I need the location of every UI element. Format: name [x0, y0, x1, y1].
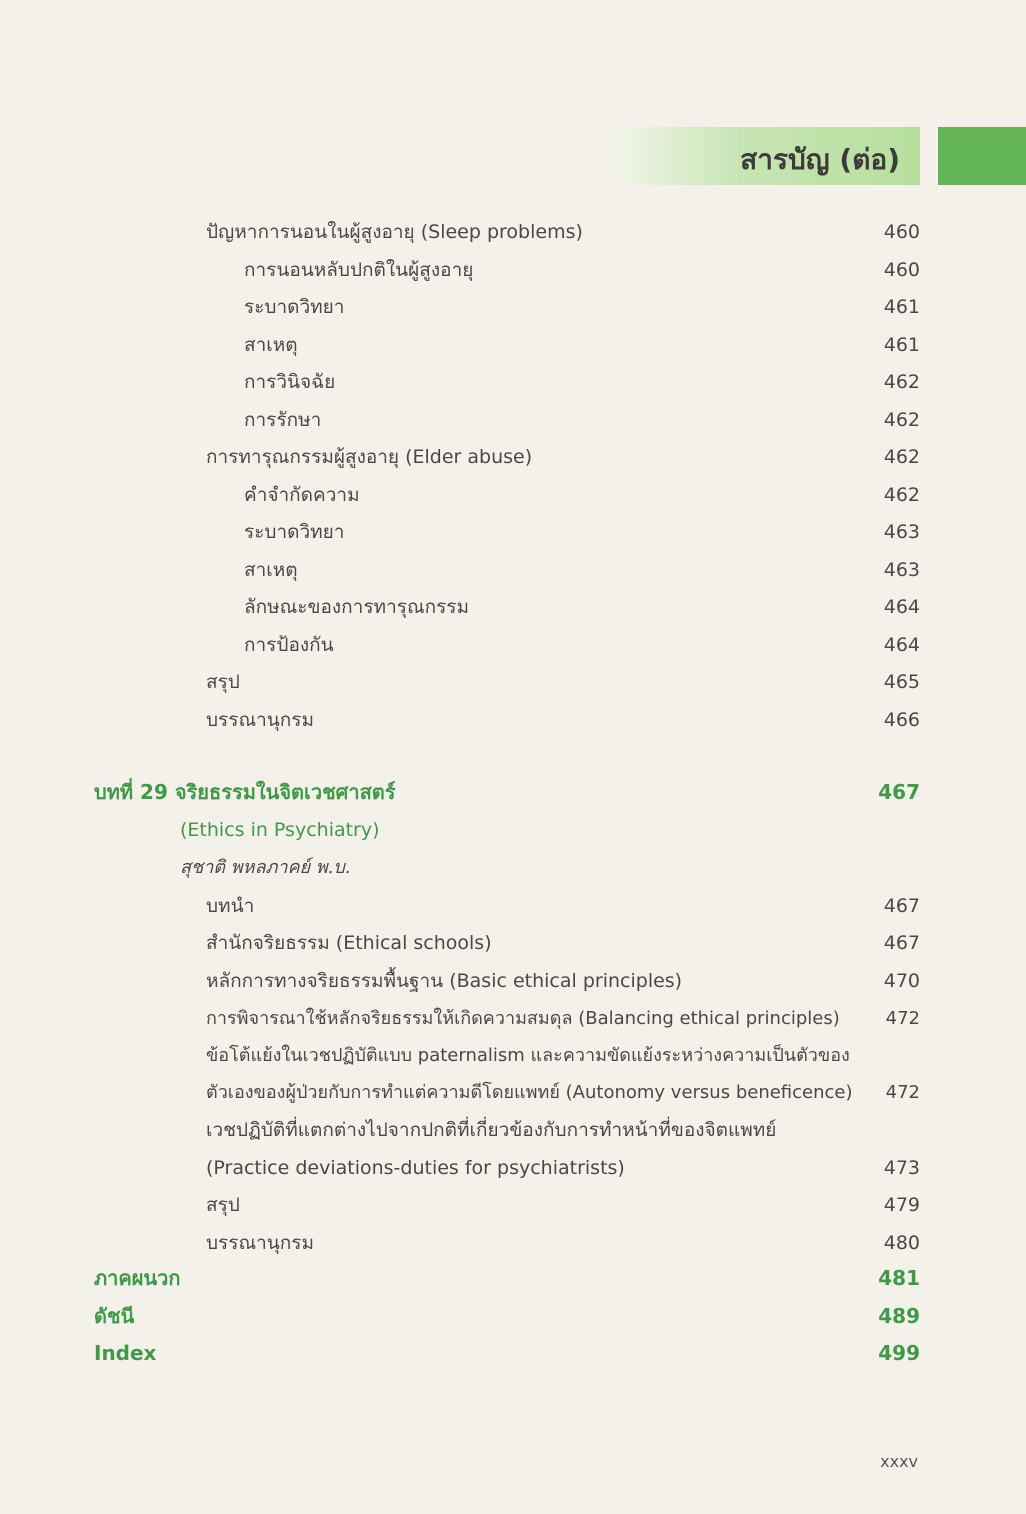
toc-entry[interactable]: ปัญหาการนอนในผู้สูงอายุ (Sleep problems) 460 [206, 221, 920, 243]
toc-entry[interactable]: การทารุณกรรมผู้สูงอายุ (Elder abuse) 462 [206, 446, 920, 468]
section-heading[interactable]: ดัชนี 489 [94, 1304, 920, 1328]
toc-entry[interactable]: ลักษณะของการทารุณกรรม 464 [244, 596, 920, 618]
toc-entry[interactable]: การพิจารณาใช้หลักจริยธรรมให้เกิดความสมดุล (Balancing ethical principles) 472 [206, 1008, 920, 1029]
toc-entry[interactable]: ระบาดวิทยา 463 [244, 521, 920, 543]
chapter-author: สุชาติ พหลภาคย์ พ.บ. [180, 857, 351, 878]
page-title: สารบัญ (ต่อ) [740, 143, 900, 176]
toc-entry[interactable]: ตัวเองของผู้ป่วยกับการทำแต่ความดีโดยแพทย์ (Autonomy versus beneficence) 472 [206, 1082, 920, 1103]
page-number: xxxv [880, 1452, 918, 1471]
toc-entry[interactable]: หลักการทางจริยธรรมพื้นฐาน (Basic ethical principles) 470 [206, 970, 920, 992]
toc-entry[interactable]: บรรณานุกรม 480 [206, 1232, 920, 1254]
toc-entry[interactable]: สรุป 465 [206, 671, 920, 693]
chapter-heading[interactable]: บทที่ 29 จริยธรรมในจิตเวชศาสตร์ 467 [94, 780, 920, 804]
chapter-subtitle: (Ethics in Psychiatry) [180, 819, 380, 841]
header-tab [938, 127, 1026, 185]
toc-entry[interactable]: บทนำ 467 [206, 895, 920, 917]
toc-entry[interactable]: เวชปฏิบัติที่แตกต่างไปจากปกติที่เกี่ยวข้องกับการทำหน้าที่ของจิตแพทย์ [206, 1119, 777, 1141]
toc-entry[interactable]: สำนักจริยธรรม (Ethical schools) 467 [206, 932, 920, 954]
toc-entry[interactable]: การรักษา 462 [244, 409, 920, 431]
toc-entry[interactable]: การวินิจฉัย 462 [244, 371, 920, 393]
toc-entry[interactable]: สาเหตุ 463 [244, 559, 920, 581]
toc-entry[interactable]: การนอนหลับปกติในผู้สูงอายุ 460 [244, 259, 920, 281]
toc-entry[interactable]: สาเหตุ 461 [244, 334, 920, 356]
section-heading[interactable]: Index 499 [94, 1341, 920, 1365]
toc-entry[interactable]: คำจำกัดความ 462 [244, 484, 920, 506]
toc-entry[interactable]: บรรณานุกรม 466 [206, 709, 920, 731]
toc-entry[interactable]: (Practice deviations-duties for psychiatrists) 473 [206, 1157, 920, 1179]
toc-entry[interactable]: ข้อโต้แย้งในเวชปฏิบัติแบบ paternalism และความขัดแย้งระหว่างความเป็นตัวของ [206, 1045, 850, 1066]
section-heading[interactable]: ภาคผนวก 481 [94, 1266, 920, 1290]
toc-entry[interactable]: สรุป 479 [206, 1194, 920, 1216]
toc-entry[interactable]: ระบาดวิทยา 461 [244, 296, 920, 318]
toc-entry[interactable]: การป้องกัน 464 [244, 634, 920, 656]
